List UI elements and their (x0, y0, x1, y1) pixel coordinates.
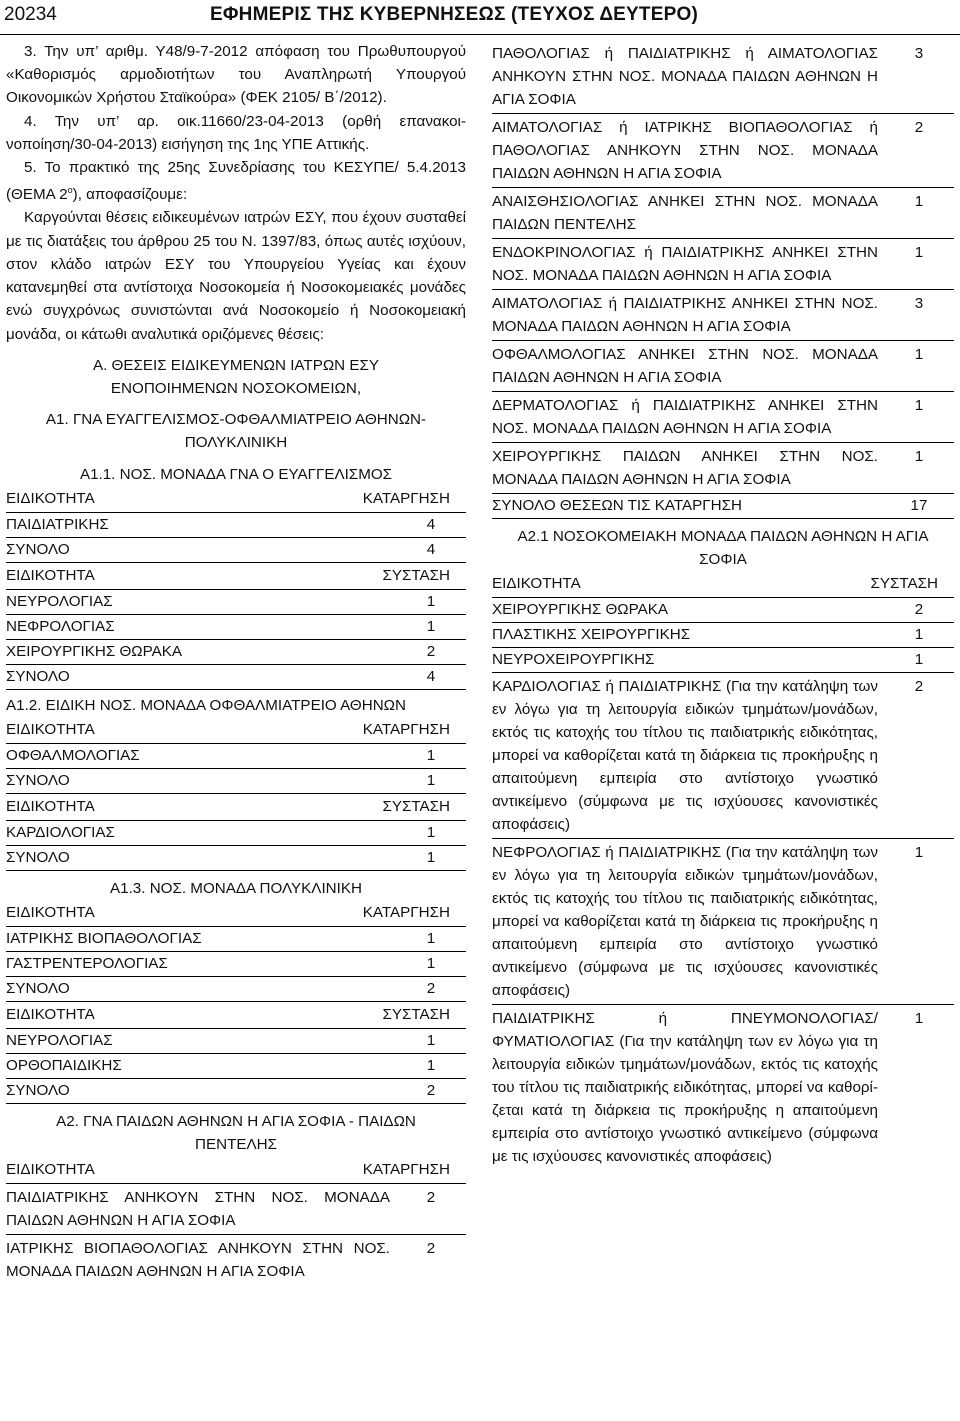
right-column (492, 40, 954, 1170)
paragraph-4: 4. Την υπ’ αρ. οικ.11660/23-04-2013 (ορθή επανακοινοποίηση/30-04-2013) εισήγηση της 1ης ΥΠΕ Αττικής. (6, 112, 466, 153)
table-row: ΣΥΝΟΛΟ 4 (6, 538, 466, 563)
table-header: ΕΙΔΙΚΟΤΗΤΑ ΣΥΣΤΑΣΗ (6, 1002, 466, 1029)
paragraph-5: 5. Το πρακτικό της 25ης Συνεδρίασης του ΚΕΣΥΠΕ/ 5.4.2013 (ΘΕΜΑ $2^o$), αποφασίζουμε: (6, 159, 466, 204)
table-row: ΠΑΙΔΙΑΤΡΙΚΗΣ ΑΝΗΚΟΥΝ ΣΤΗΝ ΝΟΣ. ΜΟΝΑΔΑ ΠΑΙΔΩΝ ΑΘΗΝΩΝ Η ΑΓΙΑ ΣΟΦΙΑ 2 (6, 1184, 466, 1235)
page-header (0, 0, 960, 35)
table-row: ΣΥΝΟΛΟ 1 (6, 769, 466, 794)
table-header: ΕΙΔΙΚΟΤΗΤΑ ΚΑΤΑΡΓΗΣΗ (6, 900, 466, 927)
table-row: ΠΛΑΣΤΙΚΗΣ ΧΕΙΡΟΥΡΓΙΚΗΣ 1 (492, 623, 954, 648)
table-row: ΔΕΡΜΑΤΟΛΟΓΙΑΣ ή ΠΑΙΔΙΑΤΡΙΚΗΣ ΑΝΗΚΕΙ ΣΤΗΝ ΝΟΣ. ΜΟΝΑΔΑ ΠΑΙΔΩΝ ΑΘΗΝΩΝ Η ΑΓΙΑ ΣΟΦΙΑ 1 (492, 392, 954, 443)
table-t2 (6, 590, 466, 690)
section-a2-heading: Α2. ΓΝΑ ΠΑΙΔΩΝ ΑΘΗΝΩΝ Η ΑΓΙΑ ΣΟΦΙΑ - ΠΑΙΔΩΝ ΠΕΝΤΕΛΗΣ (56, 1113, 416, 1154)
table-header: ΕΙΔΙΚΟΤΗΤΑ ΣΥΣΤΑΣΗ (6, 794, 466, 821)
table-row: ΑΝΑΙΣΘΗΣΙΟΛΟΓΙΑΣ ΑΝΗΚΕΙ ΣΤΗΝ ΝΟΣ. ΜΟΝΑΔΑ ΠΑΙΔΩΝ ΠΕΝΤΕΛΗΣ 1 (492, 188, 954, 239)
table-row: ΑΙΜΑΤΟΛΟΓΙΑΣ ή ΠΑΙΔΙΑΤΡΙΚΗΣ ΑΝΗΚΕΙ ΣΤΗΝ ΝΟΣ. ΜΟΝΑΔΑ ΠΑΙΔΩΝ ΑΘΗΝΩΝ Η ΑΓΙΑ ΣΟΦΙΑ 3 (492, 290, 954, 341)
table-row: ΝΕΦΡΟΛΟΓΙΑΣ 1 (6, 615, 466, 640)
table-row: ΣΥΝΟΛΟ 2 (6, 1079, 466, 1104)
section-a11-heading: Α1.1. ΝΟΣ. ΜΟΝΑΔΑ ΓΝΑ Ο ΕΥΑΓΓΕΛΙΣΜΟΣ (79, 465, 393, 483)
table-row: ΚΑΡΔΙΟΛΟΓΙΑΣ ή ΠΑΙΔΙΑΤΡΙΚΗΣ (Για την κατάληψη των εν λόγω για τη λειτουργία ειδικών τμημάτων/μονάδων, εκτός τις κατοχής του τίτλου τις παιδιατρικής ειδικότητας, μπορεί να καθορίζεται κατά τη διάρκεια τις προκήρυξης η απαιτούμενη εμπειρία στο αντίστοιχο γνωστικό αντικείμενο (σύμφωνα με τις ισχύουσες κανονιστικές αποφάσεις) 2 (492, 673, 954, 839)
table-header: ΕΙΔΙΚΟΤΗΤΑ ΚΑΤΑΡΓΗΣΗ (6, 486, 466, 513)
table-row: ΣΥΝΟΛΟ 2 (6, 977, 466, 1002)
table-header: ΕΙΔΙΚΟΤΗΤΑ ΣΥΣΤΑΣΗ (492, 571, 954, 598)
table-row: ΝΕΦΡΟΛΟΓΙΑΣ ή ΠΑΙΔΙΑΤΡΙΚΗΣ (Για την κατάληψη των εν λόγω για τη λειτουργία ειδικών τμημάτων/μονάδων, εκτός τις κατοχής του τίτλου τις παιδιατρικής ειδικότητας, μπορεί να καθορίζεται κατά τη διάρκεια τις προκήρυξης η απαιτούμενη εμπειρία στο αντίστοιχο γνωστικό αντικείμενο (σύμφωνα με τις ισχύουσες κανονιστικές αποφάσεις) 1 (492, 839, 954, 1005)
table-r2 (492, 598, 954, 1170)
table-row: ΕΝΔΟΚΡΙΝΟΛΟΓΙΑΣ ή ΠΑΙΔΙΑΤΡΙΚΗΣ ΑΝΗΚΕΙ ΣΤΗΝ ΝΟΣ. ΜΟΝΑΔΑ ΠΑΙΔΩΝ ΑΘΗΝΩΝ Η ΑΓΙΑ ΣΟΦΙΑ 1 (492, 239, 954, 290)
table-row: ΠΑΙΔΙΑΤΡΙΚΗΣ ή ΠΝΕΥΜΟΝΟΛΟΓΙΑΣ/ ΦΥΜΑΤΙΟΛΟΓΙΑΣ (Για την κατάληψη των εν λόγω για τη λειτουργία ειδικών τμημάτων/μονάδων, εκτός τις κατοχής του τίτλου τις παιδιατρικής ειδικότητας, μπορεί να καθορίζεται κατά τη διάρκεια τις προκήρυξης η απαιτούμενη εμπειρία στο αντίστοιχο γνωστικό αντικείμενο (σύμφωνα με τις ισχύουσες κανονιστικές αποφάσεις) 1 (492, 1010, 924, 1166)
table-row: ΙΑΤΡΙΚΗΣ ΒΙΟΠΑΘΟΛΟΓΙΑΣ ΑΝΗΚΟΥΝ ΣΤΗΝ ΝΟΣ. ΜΟΝΑΔΑ ΠΑΙΔΩΝ ΑΘΗΝΩΝ Η ΑΓΙΑ ΣΟΦΙΑ 2 (6, 1239, 436, 1280)
table-t5 (6, 927, 466, 1002)
table-row: ΟΦΘΑΛΜΟΛΟΓΙΑΣ ΑΝΗΚΕΙ ΣΤΗΝ ΝΟΣ. ΜΟΝΑΔΑ ΠΑΙΔΩΝ ΑΘΗΝΩΝ Η ΑΓΙΑ ΣΟΦΙΑ 1 (492, 341, 954, 392)
table-row: ΙΑΤΡΙΚΗΣ ΒΙΟΠΑΘΟΛΟΓΙΑΣ 1 (6, 927, 466, 952)
table-t4 (6, 821, 466, 871)
ordinal-sup: ο (67, 185, 73, 196)
section-a-heading: Α. ΘΕΣΕΙΣ ΕΙΔΙΚΕΥΜΕΝΩΝ ΙΑΤΡΩΝ ΕΣΥ ΕΝΟΠΟΙΗΜΕΝΩΝ ΝΟΣΟΚΟΜΕΙΩΝ, (92, 356, 380, 397)
section-a21-heading: Α2.1 ΝΟΣΟΚΟΜΕΙΑΚΗ ΜΟΝΑΔΑ ΠΑΙΔΩΝ ΑΘΗΝΩΝ Η ΑΓΙΑ ΣΟΦΙΑ (517, 528, 929, 569)
table-row: ΠΑΘΟΛΟΓΙΑΣ ή ΠΑΙΔΙΑΤΡΙΚΗΣ ή ΑΙΜΑΤΟΛΟΓΙΑΣ ΑΝΗΚΟΥΝ ΣΤΗΝ ΝΟΣ. ΜΟΝΑΔΑ ΠΑΙΔΩΝ ΑΘΗΝΩΝ Η ΑΓΙΑ ΣΟΦΙΑ 3 (492, 40, 954, 114)
table-row: ΧΕΙΡΟΥΡΓΙΚΗΣ ΘΩΡΑΚΑ 2 (6, 640, 466, 665)
table-header: ΕΙΔΙΚΟΤΗΤΑ ΚΑΤΑΡΓΗΣΗ (6, 1157, 466, 1184)
table-row: ΟΡΘΟΠΑΙΔΙΚΗΣ 1 (6, 1054, 466, 1079)
table-row: ΝΕΥΡΟΛΟΓΙΑΣ 1 (6, 590, 466, 615)
table-row: ΧΕΙΡΟΥΡΓΙΚΗΣ ΘΩΡΑΚΑ 2 (492, 598, 954, 623)
table-t3 (6, 744, 466, 794)
table-header: ΕΙΔΙΚΟΤΗΤΑ ΣΥΣΤΑΣΗ (6, 563, 466, 590)
table-row: ΓΑΣΤΡΕΝΤΕΡΟΛΟΓΙΑΣ 1 (6, 952, 466, 977)
table-t6 (6, 1029, 466, 1104)
table-row: ΧΕΙΡΟΥΡΓΙΚΗΣ ΠΑΙΔΩΝ ΑΝΗΚΕΙ ΣΤΗΝ ΝΟΣ. ΜΟΝΑΔΑ ΠΑΙΔΩΝ ΑΘΗΝΩΝ Η ΑΓΙΑ ΣΟΦΙΑ 1 (492, 443, 954, 494)
table-row: ΝΕΥΡΟΛΟΓΙΑΣ 1 (6, 1029, 466, 1054)
table-row: ΚΑΡΔΙΟΛΟΓΙΑΣ 1 (6, 821, 466, 846)
preamble (6, 40, 466, 346)
table-header: ΕΙΔΙΚΟΤΗΤΑ ΚΑΤΑΡΓΗΣΗ (6, 717, 466, 744)
section-a12-heading: Α1.2. ΕΙΔΙΚΗ ΝΟΣ. ΜΟΝΑΔΑ ΟΦΘΑΛΜΙΑΤΡΕΙΟ ΑΘΗΝΩΝ (6, 696, 406, 714)
table-row: ΣΥΝΟΛΟ 4 (6, 665, 466, 690)
table-row: ΑΙΜΑΤΟΛΟΓΙΑΣ ή ΙΑΤΡΙΚΗΣ ΒΙΟΠΑΘΟΛΟΓΙΑΣ ή ΠΑΘΟΛΟΓΙΑΣ ΑΝΗΚΟΥΝ ΣΤΗΝ ΝΟΣ. ΜΟΝΑΔΑ ΠΑΙΔΩΝ ΑΘΗΝΩΝ Η ΑΓΙΑ ΣΟΦΙΑ 2 (492, 114, 954, 188)
table-row: ΝΕΥΡΟΧΕΙΡΟΥΡΓΙΚΗΣ 1 (492, 648, 954, 673)
table-t7 (6, 1184, 466, 1285)
table-row: ΣΥΝΟΛΟ 1 (6, 846, 466, 871)
table-row: ΟΦΘΑΛΜΟΛΟΓΙΑΣ 1 (6, 744, 466, 769)
table-row: ΠΑΙΔΙΑΤΡΙΚΗΣ 4 (6, 513, 466, 538)
table-r1 (492, 40, 954, 519)
left-column (6, 40, 466, 1285)
gazette-title: ΕΦΗΜΕΡΙΣ ΤΗΣ ΚΥΒΕΡΝΗΣΕΩΣ (ΤΕΥΧΟΣ ΔΕΥΤΕΡΟ) (210, 4, 698, 25)
section-a13-heading: Α1.3. ΝΟΣ. ΜΟΝΑΔΑ ΠΟΛΥΚΛΙΝΙΚΗ (110, 879, 362, 897)
total-row: ΣΥΝΟΛΟ ΘΕΣΕΩΝ ΤΙΣ ΚΑΤΑΡΓΗΣΗ 17 (492, 494, 954, 519)
paragraph-3: 3. Την υπ’ αριθμ. Υ48/9-7-2012 απόφαση του Πρωθυπουργού «Καθορισμός αρμοδιοτήτων του Αναπληρωτή Υπουργού Οικονομικών Χρήστου Σταϊκούρα» (ΦΕΚ 2105/ Β΄/2012). (6, 43, 466, 107)
table-t1 (6, 513, 466, 563)
page-number: 20234 (4, 4, 57, 25)
paragraph-main: Καργούνται θέσεις ειδικευμένων ιατρών ΕΣΥ, που έχουν συσταθεί με τις διατάξεις του άρθρου 25 του Ν. 1397/83, όπως αυτές ισχύουν, στον κλάδο ιατρών ΕΣΥ του Υπουργείου Υγείας και έχουν κατανεμηθεί στα αντίστοιχα Νοσοκομεία ή Νοσοκομειακές μονάδες ενώ συγχρόνως συνιστώνται ανά Νοσοκομείο ή Νοσοκομειακή μονάδα, οι κάτωθι αναλυτικά οριζόμενες θέσεις: (6, 209, 466, 343)
section-a1-heading: Α1. ΓΝΑ ΕΥΑΓΓΕΛΙΣΜΟΣ-ΟΦΘΑΛΜΙΑΤΡΕΙΟ ΑΘΗΝΩΝ-ΠΟΛΥΚΛΙΝΙΚΗ (45, 411, 427, 452)
